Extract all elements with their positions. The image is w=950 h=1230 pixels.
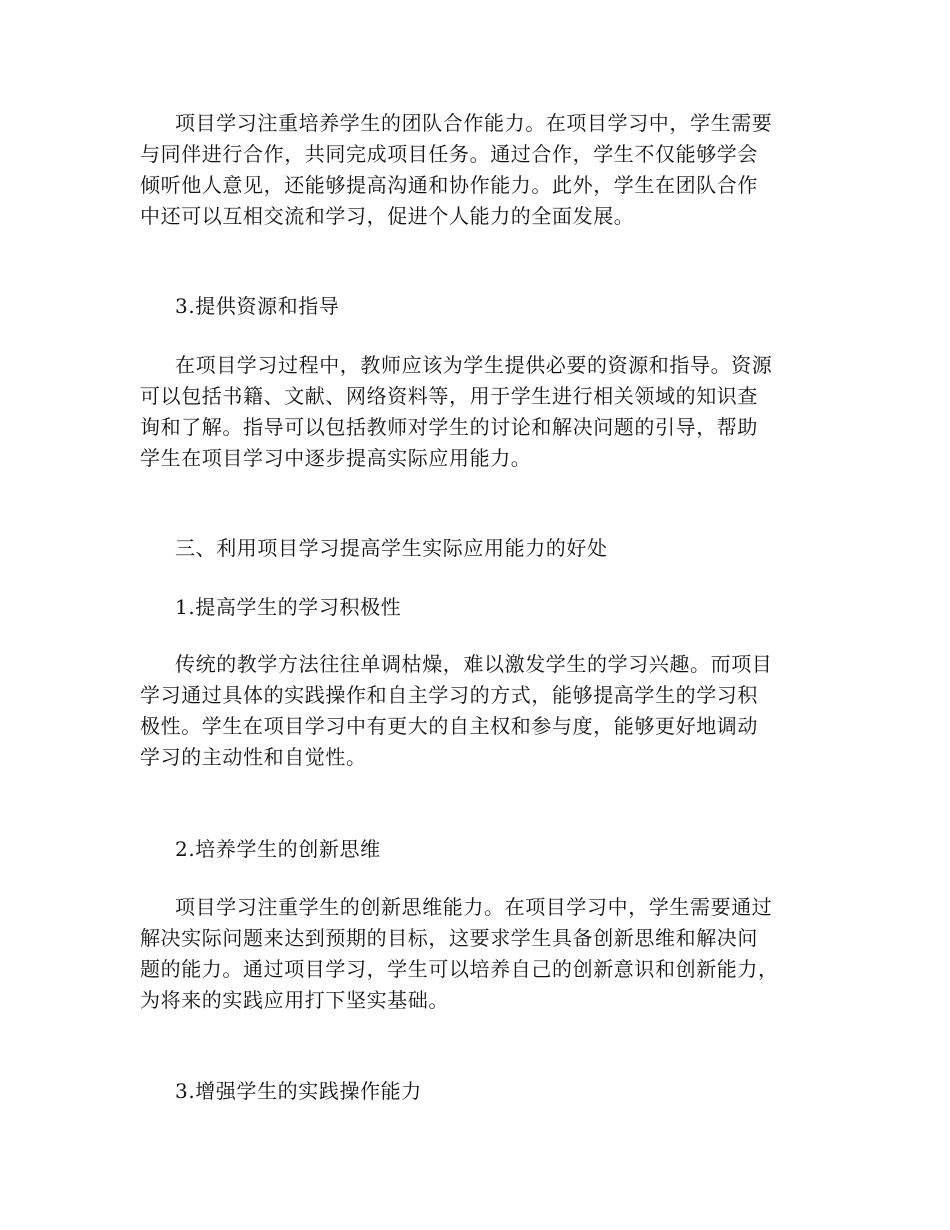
section-heading-benefits: [140, 533, 820, 564]
heading-text: 2.培养学生的创新思维: [175, 837, 381, 861]
paragraph-line: 项目学习注重学生的创新思维能力。在项目学习中，学生需要通过: [175, 895, 773, 919]
paragraph-line: 传统的教学方法往往单调枯燥，难以激发学生的学习兴趣。而项目: [175, 652, 773, 676]
paragraph-line: 学生在项目学习中逐步提高实际应用能力。: [140, 446, 532, 470]
paragraph-line: 极性。学生在项目学习中有更大的自主权和参与度，能够更好地调动: [140, 714, 758, 738]
paragraph-line: 在项目学习过程中，教师应该为学生提供必要的资源和指导。资源: [175, 353, 773, 377]
heading-text: 3.提供资源和指导: [175, 294, 340, 318]
section-heading-resources: [140, 291, 820, 322]
paragraph-line: 题的能力。通过项目学习，学生可以培养自己的创新意识和创新能力，: [140, 957, 779, 981]
paragraph-line: 询和了解。指导可以包括教师对学生的讨论和解决问题的引导，帮助: [140, 415, 758, 439]
paragraph-line: 学习的主动性和自觉性。: [140, 745, 367, 769]
paragraph-innovative-thinking: [140, 892, 820, 1016]
paragraph-resources-guidance: [140, 350, 820, 474]
subsection-heading-practical-skills: [140, 1076, 820, 1107]
paragraph-line: 倾听他人意见，还能够提高沟通和协作能力。此外，学生在团队合作: [140, 173, 758, 197]
paragraph-line: 解决实际问题来达到预期的目标，这要求学生具备创新思维和解决问: [140, 926, 758, 950]
paragraph-line: 学习通过具体的实践操作和自主学习的方式，能够提高学生的学习积: [140, 683, 758, 707]
paragraph-line: 为将来的实践应用打下坚实基础。: [140, 988, 449, 1012]
heading-text: 1.提高学生的学习积极性: [175, 595, 402, 619]
paragraph-line: 与同伴进行合作，共同完成项目任务。通过合作，学生不仅能够学会: [140, 142, 758, 166]
heading-text: 3.增强学生的实践操作能力: [175, 1079, 422, 1103]
paragraph-learning-motivation: [140, 649, 820, 773]
paragraph-line: 中还可以互相交流和学习，促进个人能力的全面发展。: [140, 204, 635, 228]
subsection-heading-motivation: [140, 592, 820, 623]
heading-text: 三、利用项目学习提高学生实际应用能力的好处: [175, 536, 608, 560]
paragraph-line: 可以包括书籍、文献、网络资料等，用于学生进行相关领域的知识查: [140, 384, 758, 408]
paragraph-line: 项目学习注重培养学生的团队合作能力。在项目学习中，学生需要: [175, 111, 773, 135]
subsection-heading-innovation: [140, 834, 820, 865]
paragraph-team-collaboration: [140, 108, 820, 232]
